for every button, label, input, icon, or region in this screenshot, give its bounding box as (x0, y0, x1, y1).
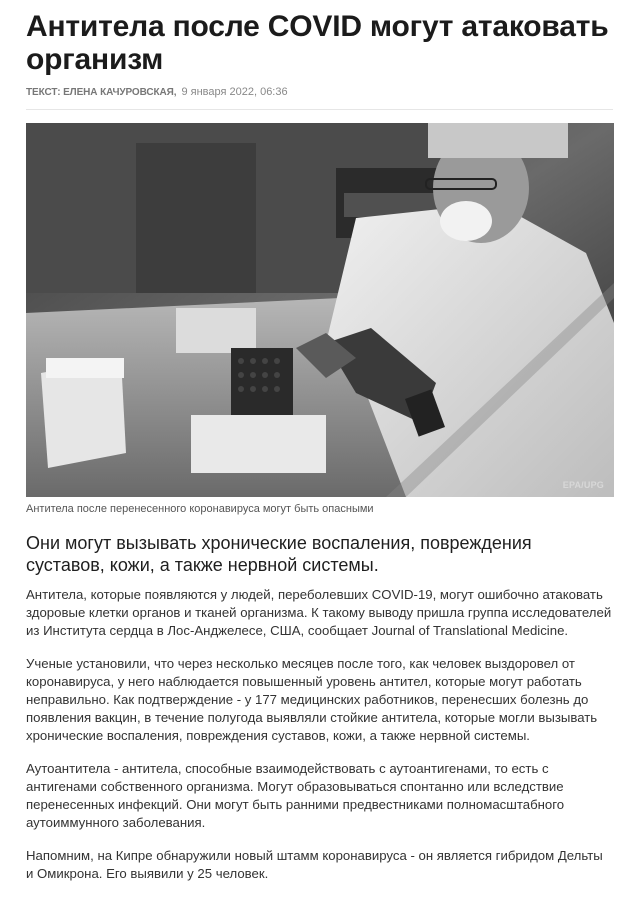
lab-photo-illustration (26, 123, 614, 497)
article-title: Антитела после COVID могут атаковать организм (26, 10, 609, 76)
paragraph: Напомним, на Кипре обнаружили новый штамм коронавируса - он является гибридом Дельты и Омикрона. Его выявили у 25 человек. (26, 848, 603, 881)
paragraph: Антитела, которые появляются у людей, переболевших COVID-19, могут ошибочно атаковать здоровые клетки органов и тканей организма. К такому выводу пришла группа исследователей из Института сердца в Лос-Анджелесе, США, сообщает Journal of Translational Medicine. (26, 587, 612, 638)
paragraph: Ученые установили, что через несколько месяцев после того, как человек выздоровел от коронавируса, у него наблюдается повышенный уровень антител, которые могут работать неправильно. Как подтверждение - у 177 медицинских работников, перенесших болезнь до появления вакцин, в течение полугода выявляли стойкие антитела, которые могли вызывать хронические воспаления, повреждения суставов, кожи, а также нервной системы. (26, 656, 598, 743)
publish-date: 9 января 2022, 06:36 (181, 86, 288, 98)
article-meta (26, 85, 613, 99)
photo-credit: EPA/UPG (562, 480, 604, 490)
author-link[interactable]: ТЕКСТ: ЕЛЕНА КАЧУРОВСКАЯ, (26, 87, 177, 98)
article-lead: Они могут вызывать хронические воспаления, повреждения суставов, кожи, а также нервной системы. (26, 533, 532, 575)
photo-caption: Антитела после перенесенного коронавируса могут быть опасными (26, 503, 374, 515)
paragraph: Аутоантитела - антитела, способные взаимодействовать с аутоантигенами, то есть с антигенами собственного организма. Могут образовываться спонтанно или вследствие перенесенных инфекций. Они могут быть ранними предвестниками полномасштабного аутоиммунного заболевания. (26, 761, 565, 830)
divider (26, 109, 613, 110)
article-photo (26, 123, 614, 497)
